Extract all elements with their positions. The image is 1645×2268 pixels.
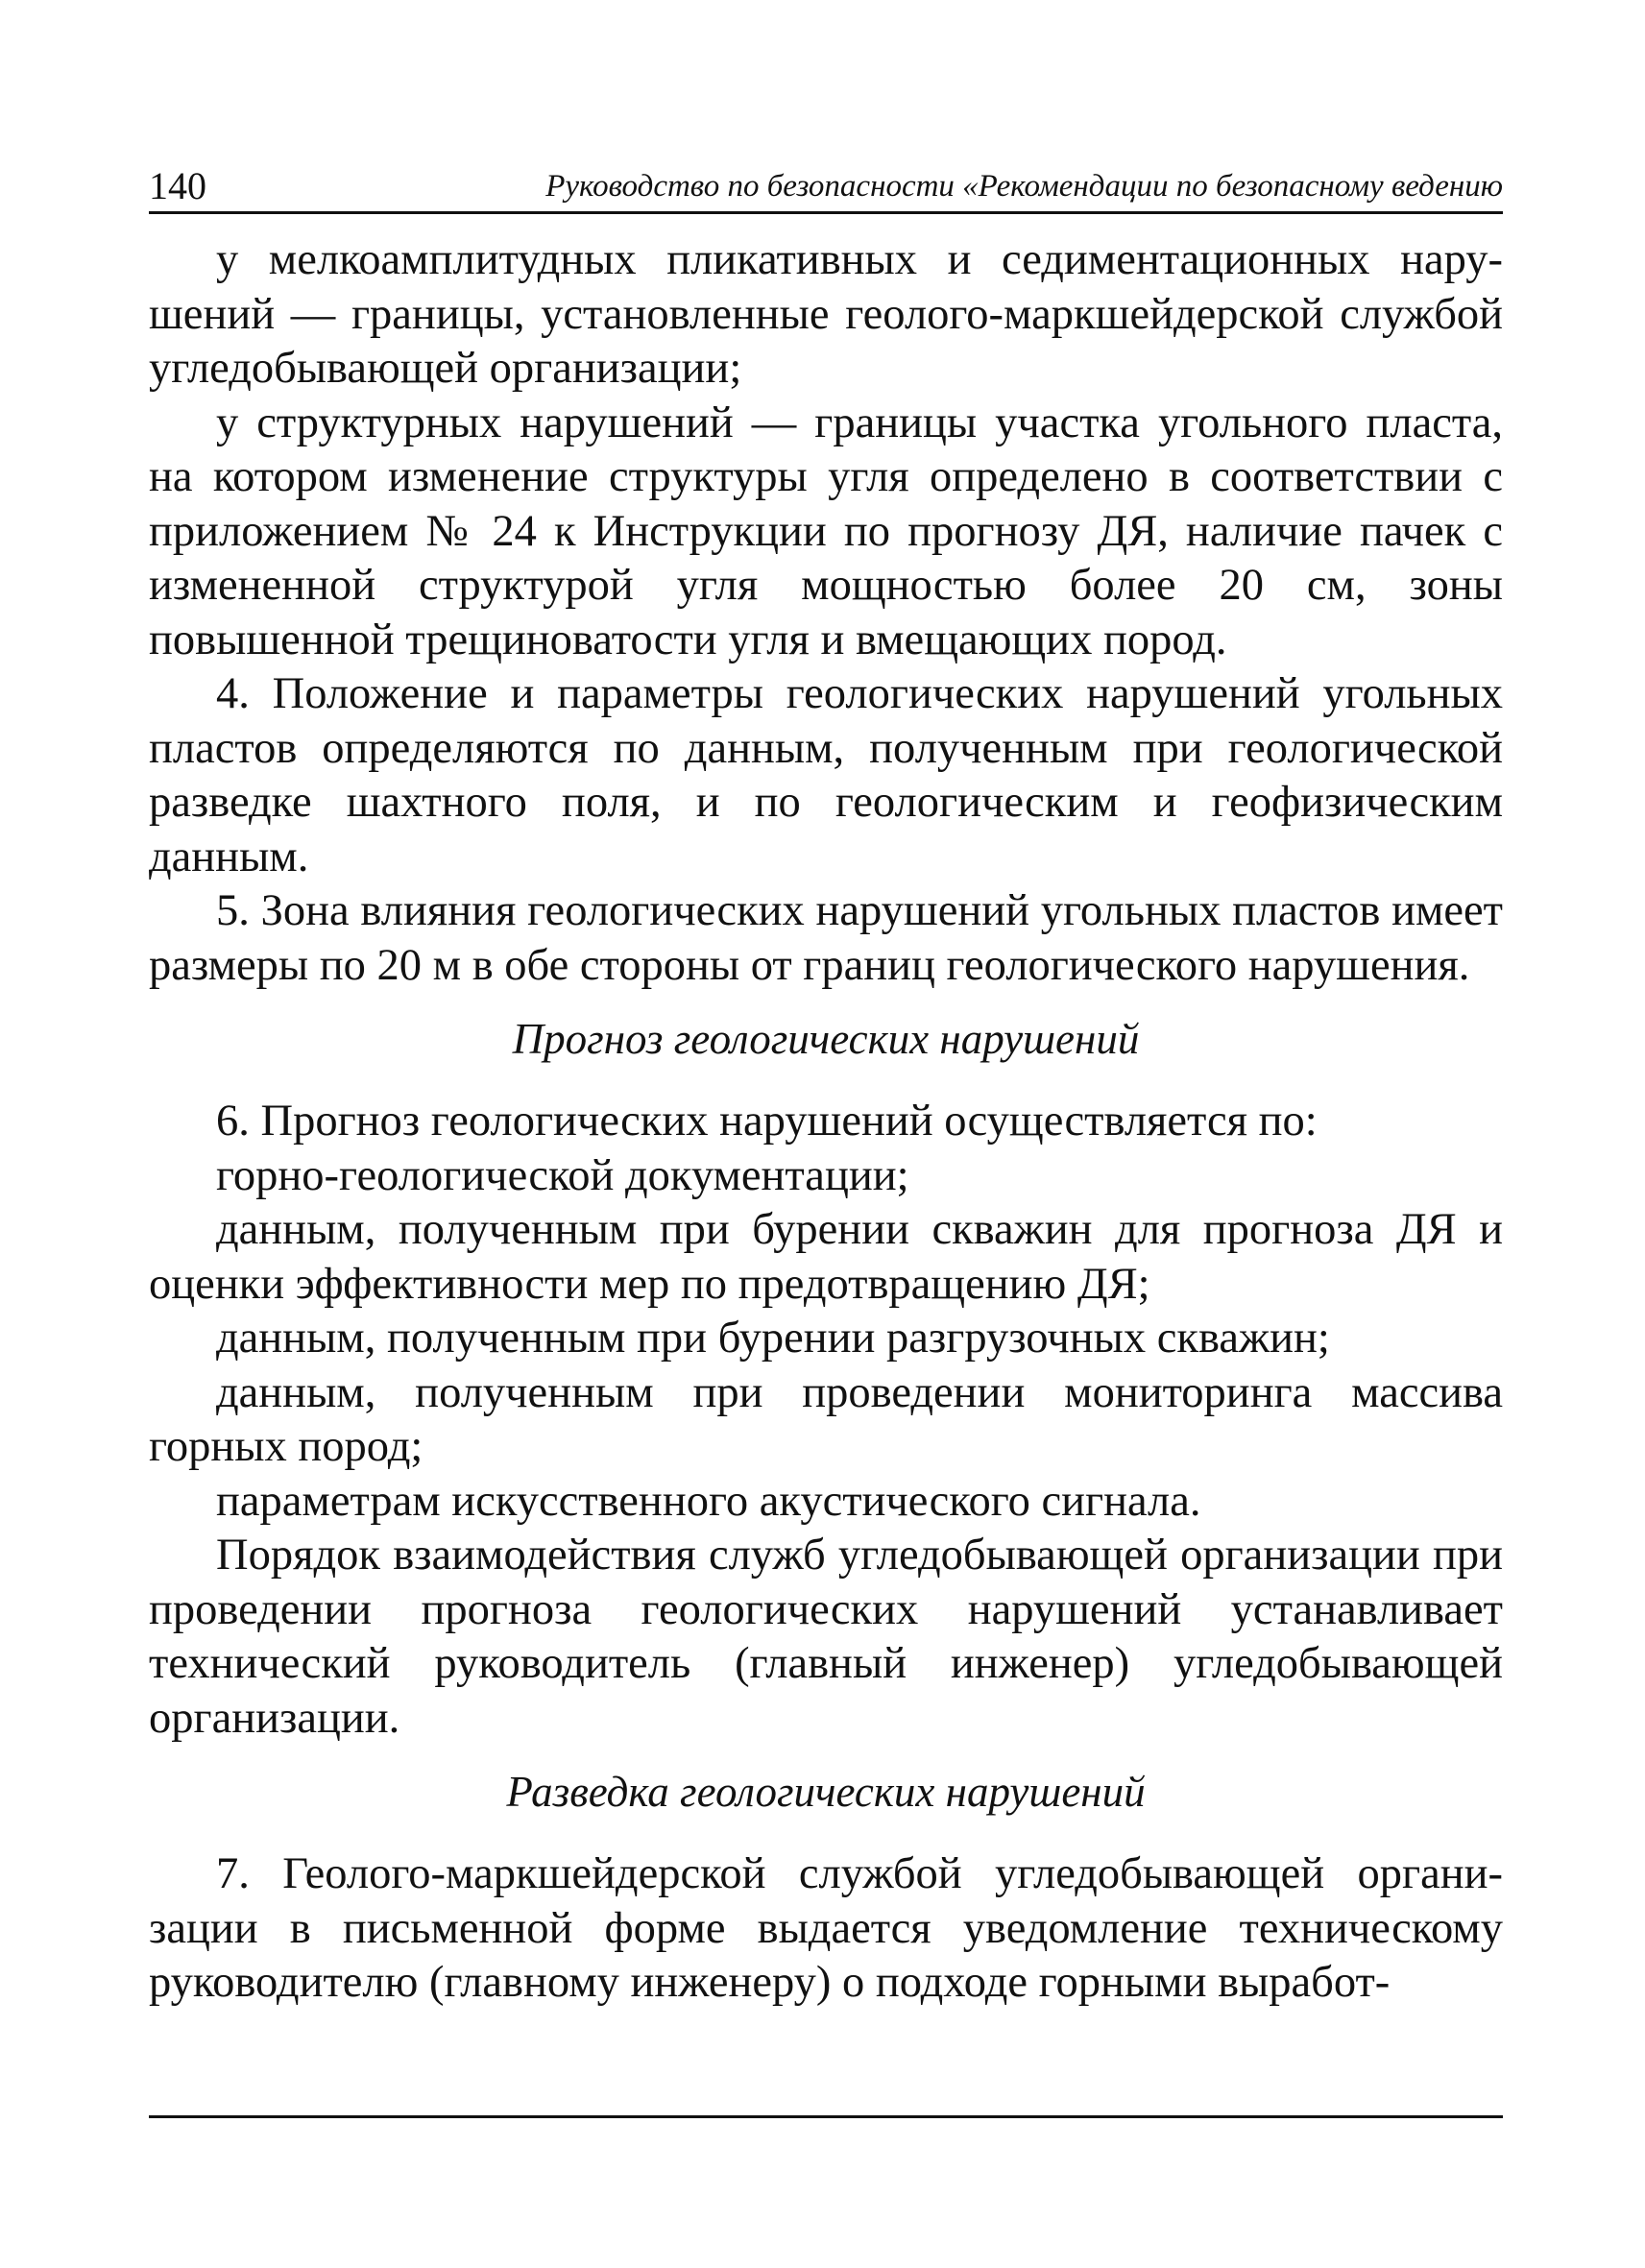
paragraph-fine-amplitude-faults: у мелкоамплитудных пликативных и седиментационных нарушений — границы, установленные геолого-маркшейдерской службой угледобывающей организации;	[149, 235, 1503, 393]
footer-rule	[149, 2115, 1503, 2118]
page-number: 140	[149, 164, 206, 207]
paragraph-item-5: 5. Зона влияния геологических нарушений угольных пластов имеет размеры по 20 м в обе стороны от границ геологического нарушения.	[149, 886, 1503, 990]
list-item-forecast-drilling: данным, полученным при бурении скважин для прогноза ДЯ и оценки эффективности мер по предотвращению ДЯ;	[149, 1205, 1503, 1309]
document-page	[149, 144, 1503, 2011]
list-item-acoustic-signal: параметрам искусственного акустического сигнала.	[216, 1476, 1201, 1526]
paragraph-item-4: 4. Положение и параметры геологических нарушений угольных пластов определяются по данным, полученным при геологической разведке шахтного поля, и по геологическим и геофизическим данным.	[149, 669, 1503, 881]
paragraph-structural-faults: у структурных нарушений — границы участка угольного пласта, на котором изменение структуры угля определено в соответствии с приложением № 24 к Инструкции по прогнозу ДЯ, наличие пачек с измененной структурой угля мощностью более 20 см, зоны повышенной трещиноватости угля и вмещающих пород.	[149, 398, 1503, 664]
list-item-relief-drilling: данным, полученным при бурении разгрузочных скважин;	[216, 1314, 1330, 1363]
page-header	[149, 144, 1503, 214]
list-item-monitoring: данным, полученным при проведении мониторинга массива горных пород;	[149, 1367, 1503, 1471]
list-item-documentation: горно-геологической документации;	[216, 1150, 909, 1200]
running-title: Руководство по безопасности «Рекомендации по безопасному ведению	[545, 169, 1503, 204]
paragraph-interaction-order: Порядок взаимодействия служб угледобывающей организации при проведении прогноза геологических нарушений устанавливает технический руководитель (главный инженер) угледобывающей организации.	[149, 1531, 1503, 1743]
section-heading-forecast: Прогноз геологических нарушений	[512, 1015, 1140, 1063]
page-body	[149, 233, 1503, 2011]
section-heading-exploration: Разведка геологических нарушений	[506, 1768, 1146, 1816]
paragraph-item-6: 6. Прогноз геологических нарушений осуществляется по:	[216, 1097, 1318, 1146]
paragraph-item-7: 7. Геолого-маркшейдерской службой угледобывающей организации в письменной форме выдается уведомление техническому руководителю (главному инженеру) о подходе горными выработ-	[149, 1849, 1503, 2007]
